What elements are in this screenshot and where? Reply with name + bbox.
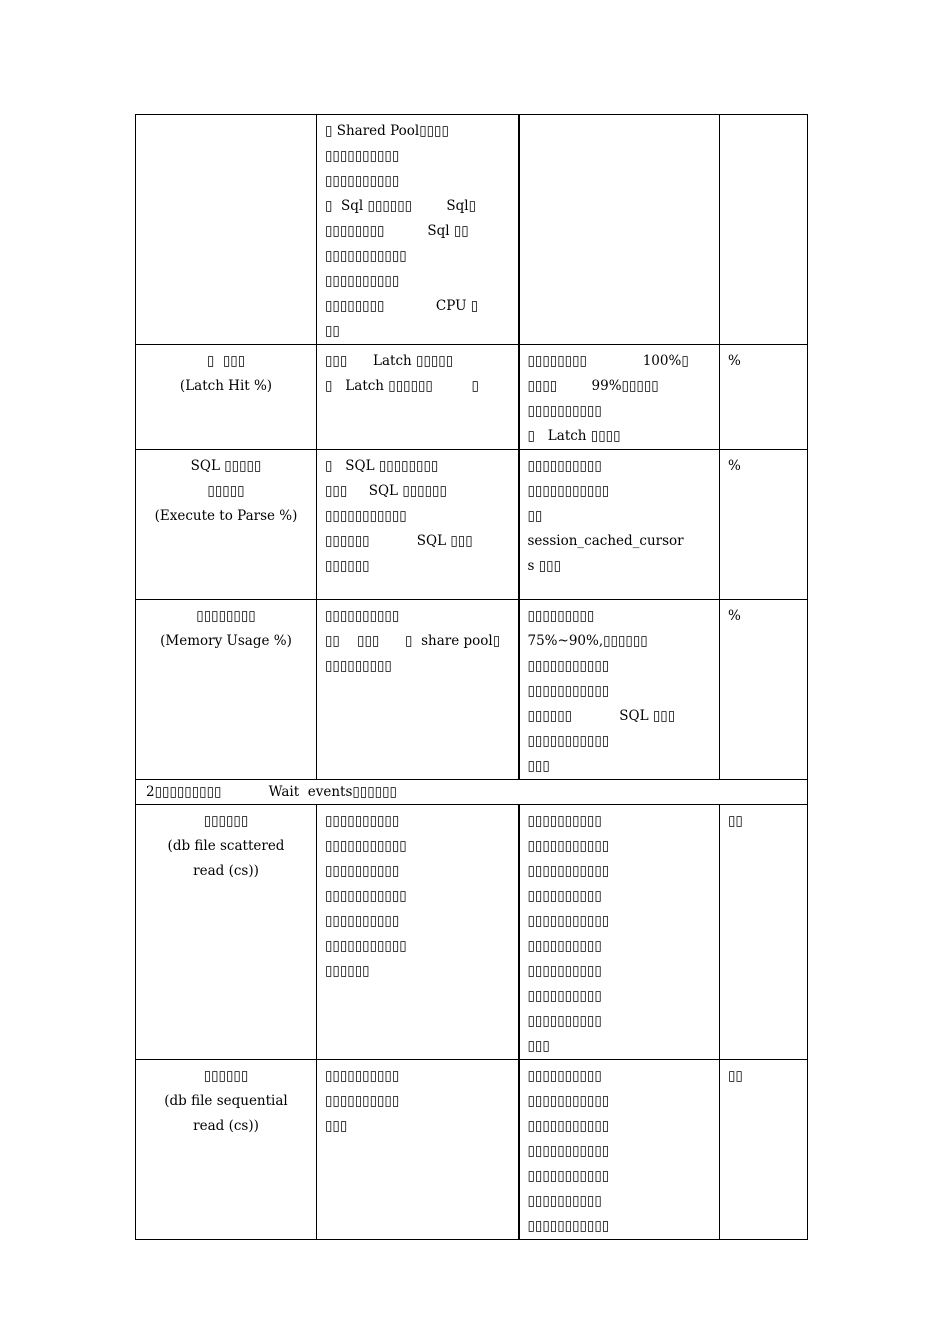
cell-line: ▯▯▯▯▯▯▯▯▯▯▯ xyxy=(527,733,610,749)
metric-name-cell xyxy=(136,600,317,780)
table-row xyxy=(136,345,808,450)
cell-line: ▯▯▯▯▯▯▯▯▯ xyxy=(325,658,392,674)
metric-name-cell xyxy=(136,345,317,450)
metric-desc-cell xyxy=(317,450,519,600)
cell-line: ▯▯▯▯▯▯▯▯▯▯ xyxy=(527,1068,602,1084)
cell-line: read (cs)) xyxy=(193,1118,259,1134)
cell-line: ▯▯▯▯▯▯▯▯▯▯ xyxy=(325,913,400,929)
metric-desc-cell xyxy=(317,805,519,1060)
cell-line: ▯▯ xyxy=(527,508,543,524)
metric-advice-cell xyxy=(519,600,720,780)
cell-line: ▯▯▯▯▯▯▯▯▯▯ xyxy=(325,173,400,189)
cell-line: ▯▯▯▯▯▯▯▯ 100%▯ xyxy=(527,353,689,369)
cell-line: ▯ Latch ▯▯▯▯▯▯ ▯ xyxy=(325,378,479,394)
metric-desc-cell xyxy=(317,115,519,345)
cell-line: ▯▯▯▯▯▯▯▯▯▯▯ xyxy=(527,863,610,879)
cell-line: read (cs)) xyxy=(193,863,259,879)
cell-line: ▯▯▯▯▯▯▯▯▯▯▯ xyxy=(325,938,407,954)
cell-line: (Execute to Parse %) xyxy=(154,508,298,524)
cell-line: ▯▯▯▯▯▯▯▯▯▯ xyxy=(527,988,602,1004)
metric-unit-cell xyxy=(720,115,808,345)
cell-line: ▯ ▯▯▯ xyxy=(206,353,246,369)
cell-line: ▯▯ xyxy=(325,323,340,339)
metric-name-cell xyxy=(136,115,317,345)
cell-line: ▯▯▯▯▯▯ SQL ▯▯▯ xyxy=(325,533,473,549)
cell-line: ▯▯▯▯▯▯▯▯▯▯ xyxy=(527,1013,602,1029)
cell-line: ▯▯▯▯▯▯▯▯▯▯▯ xyxy=(325,248,407,264)
cell-line: ▯▯▯▯▯▯▯▯▯▯ xyxy=(527,1193,602,1209)
cell-line: ▯▯▯▯▯▯▯▯▯▯▯ xyxy=(527,683,610,699)
cell-line: ▯▯▯▯▯▯▯▯▯▯▯ xyxy=(527,1143,610,1159)
cell-line: ▯▯▯▯▯▯▯▯▯▯ xyxy=(325,608,400,624)
cell-line: SQL ▯▯▯▯▯ xyxy=(190,458,262,474)
metric-name-cell xyxy=(136,1060,317,1240)
cell-line: ▯▯▯ xyxy=(325,1118,348,1134)
table-row xyxy=(136,600,808,780)
cell-line: ▯▯▯ Latch ▯▯▯▯▯ xyxy=(325,353,454,369)
metric-unit-cell: % xyxy=(720,345,808,450)
cell-line: ▯▯▯▯▯▯▯▯▯▯▯ xyxy=(325,838,407,854)
cell-line: ▯▯▯▯▯▯▯▯▯▯▯ xyxy=(527,483,610,499)
metric-advice-cell xyxy=(519,115,720,345)
table-row xyxy=(136,805,808,1060)
cell-line: (db file sequential xyxy=(164,1093,288,1109)
metric-advice-cell xyxy=(519,805,720,1060)
section-heading: 2▯▯▯▯▯▯▯▯▯ Wait events▯▯▯▯▯▯ xyxy=(136,780,808,805)
cell-line: ▯▯▯▯▯▯▯▯▯▯ xyxy=(527,963,602,979)
cell-line: ▯▯▯▯▯▯▯▯▯▯ xyxy=(527,813,602,829)
metric-unit-cell: ▯▯ xyxy=(720,805,808,1060)
cell-line: ▯▯▯▯▯▯▯▯▯▯▯ xyxy=(527,1093,610,1109)
cell-line: (db file scattered xyxy=(167,838,285,854)
cell-line: ▯▯▯▯▯ xyxy=(207,483,245,499)
cell-line: ▯▯▯▯▯▯▯▯▯▯▯ xyxy=(325,508,407,524)
cell-line: ▯▯▯▯▯▯▯▯▯▯ xyxy=(325,1068,400,1084)
cell-line: ▯▯▯▯▯▯▯▯▯▯ xyxy=(527,403,602,419)
cell-line: ▯▯▯▯▯▯▯▯▯▯ xyxy=(325,273,400,289)
metric-desc-cell xyxy=(317,345,519,450)
cell-line: ▯▯▯▯▯▯▯▯ Sql ▯▯ xyxy=(325,223,469,239)
cell-line: ▯ SQL ▯▯▯▯▯▯▯▯ xyxy=(325,458,439,474)
cell-line: ▯▯▯▯▯▯▯▯▯▯ xyxy=(325,1093,400,1109)
table-row xyxy=(136,1060,808,1240)
cell-line: (Memory Usage %) xyxy=(160,633,292,649)
table-row xyxy=(136,115,808,345)
cell-line: 75%~90%,▯▯▯▯▯▯ xyxy=(527,633,648,649)
cell-line: session_cached_cursor xyxy=(527,533,684,549)
cell-line: ▯▯▯▯▯▯▯▯▯▯▯ xyxy=(527,913,610,929)
cell-line: ▯▯▯▯▯▯▯▯▯▯ xyxy=(527,458,602,474)
cell-line: ▯▯▯▯▯▯▯▯▯▯▯ xyxy=(527,1218,610,1234)
metric-unit-cell: % xyxy=(720,600,808,780)
cell-line: ▯▯▯▯▯▯▯▯▯▯▯ xyxy=(325,888,407,904)
cell-line: (Latch Hit %) xyxy=(179,378,273,394)
cell-line: ▯▯▯▯▯▯▯▯ CPU ▯ xyxy=(325,298,479,314)
cell-line: ▯▯▯▯▯▯ xyxy=(203,813,249,829)
cell-line: ▯▯▯▯▯▯▯▯▯▯▯ xyxy=(527,658,610,674)
metric-advice-cell xyxy=(519,450,720,600)
cell-line: ▯ Latch ▯▯▯▯ xyxy=(527,428,621,444)
cell-line: ▯▯▯▯▯▯ xyxy=(325,558,370,574)
cell-line: ▯▯ ▯▯▯ ▯ share pool▯ xyxy=(325,633,501,649)
cell-line: ▯▯▯▯▯▯▯▯▯▯ xyxy=(527,938,602,954)
metric-name-cell xyxy=(136,450,317,600)
cell-line: ▯▯▯▯▯▯▯▯▯ xyxy=(527,608,595,624)
cell-line: ▯▯▯▯▯▯▯▯▯▯ xyxy=(527,888,602,904)
cell-line: ▯▯▯ xyxy=(527,1038,550,1054)
metric-desc-cell xyxy=(317,1060,519,1240)
metric-desc-cell xyxy=(317,600,519,780)
metrics-table xyxy=(135,114,808,1240)
cell-line: ▯▯▯▯▯▯▯▯ xyxy=(196,608,256,624)
cell-line: ▯▯▯▯▯▯▯▯▯▯ xyxy=(325,863,400,879)
cell-line: ▯▯▯▯▯▯ xyxy=(325,963,370,979)
cell-line: ▯▯▯▯▯▯▯▯▯▯ xyxy=(325,148,400,164)
cell-line: ▯▯▯ xyxy=(527,758,550,774)
metric-name-cell xyxy=(136,805,317,1060)
cell-line: ▯▯▯ SQL ▯▯▯▯▯▯ xyxy=(325,483,447,499)
table-row xyxy=(136,450,808,600)
cell-line: ▯▯▯▯▯▯▯▯▯▯▯ xyxy=(527,1118,610,1134)
cell-line: ▯▯▯▯▯▯▯▯▯▯▯ xyxy=(527,838,610,854)
cell-line: ▯▯▯▯▯▯▯▯▯▯ xyxy=(325,813,400,829)
cell-line: ▯▯▯▯▯▯▯▯▯▯▯ xyxy=(527,1168,610,1184)
cell-line: ▯▯▯▯▯▯ SQL ▯▯▯ xyxy=(527,708,676,724)
cell-line: ▯▯▯▯▯▯ xyxy=(203,1068,249,1084)
cell-line: ▯▯▯▯ 99%▯▯▯▯▯ xyxy=(527,378,659,394)
metric-unit-cell: ▯▯ xyxy=(720,1060,808,1240)
cell-line: ▯ Shared Pool▯▯▯▯ xyxy=(325,123,449,139)
metric-unit-cell: % xyxy=(720,450,808,600)
cell-line: s ▯▯▯ xyxy=(527,558,562,574)
metric-advice-cell xyxy=(519,1060,720,1240)
cell-line: ▯ Sql ▯▯▯▯▯▯ Sql▯ xyxy=(325,198,477,214)
metric-advice-cell xyxy=(519,345,720,450)
section-row xyxy=(136,780,808,805)
